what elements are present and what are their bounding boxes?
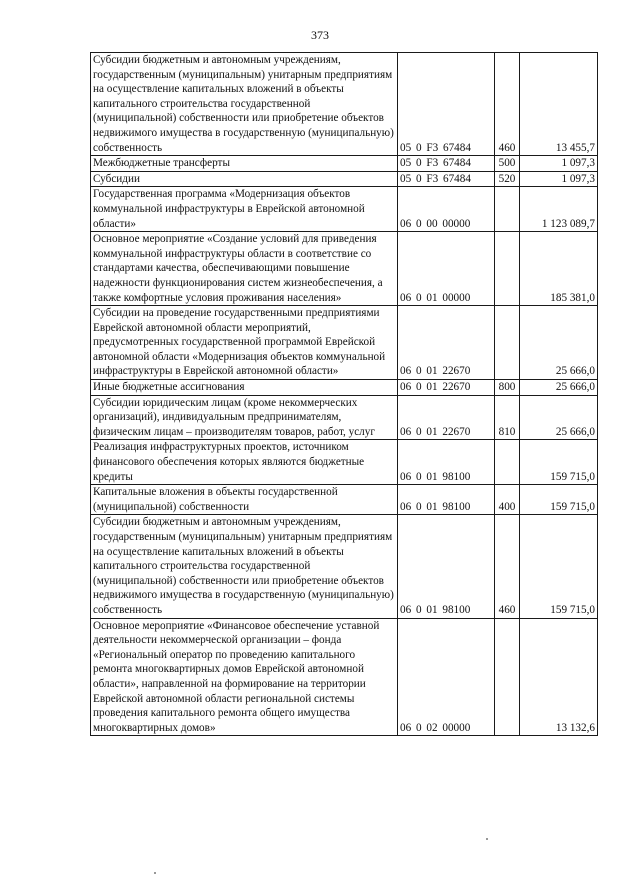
table-row	[91, 232, 598, 306]
row-expense-type	[495, 306, 520, 380]
row-expense-type	[495, 618, 520, 736]
row-amount: 1 123 089,7	[520, 187, 598, 232]
row-amount: 13 455,7	[520, 53, 598, 156]
row-code: 06 0 01 22670	[398, 306, 495, 380]
row-name: Основное мероприятие «Финансовое обеспечение уставной деятельности некоммерческой организации – фонда «Региональный оператор по проведению капитального ремонта многоквартирных домов Еврейской автономной области», направленной на формирование на территории Еврейской автономной области региональной системы проведения капитального ремонта общего имущества многоквартирных домов»	[91, 618, 398, 736]
table-row	[91, 171, 598, 187]
row-code: 05 0 F3 67484	[398, 53, 495, 156]
row-code: 06 0 01 22670	[398, 395, 495, 440]
row-amount: 25 666,0	[520, 306, 598, 380]
table-row	[91, 380, 598, 396]
row-amount: 25 666,0	[520, 395, 598, 440]
table-row	[91, 440, 598, 485]
row-name: Межбюджетные трансферты	[91, 156, 398, 172]
budget-table	[90, 52, 598, 736]
row-amount: 1 097,3	[520, 171, 598, 187]
row-name: Субсидии	[91, 171, 398, 187]
table-row	[91, 156, 598, 172]
row-amount: 159 715,0	[520, 515, 598, 618]
row-name: Основное мероприятие «Создание условий для приведения коммунальной инфраструктуры области в соответствие со стандартами качества, обеспечивающими повышение надежности функционирования систем жизнеобеспечения, а также комфортные условия проживания населения»	[91, 232, 398, 306]
row-expense-type: 800	[495, 380, 520, 396]
row-expense-type: 400	[495, 485, 520, 515]
table-row	[91, 187, 598, 232]
table-row	[91, 395, 598, 440]
row-code: 06 0 01 22670	[398, 380, 495, 396]
row-amount: 159 715,0	[520, 440, 598, 485]
row-amount: 25 666,0	[520, 380, 598, 396]
table-row	[91, 618, 598, 736]
row-code: 05 0 F3 67484	[398, 156, 495, 172]
row-code: 06 0 01 98100	[398, 515, 495, 618]
row-expense-type: 460	[495, 53, 520, 156]
row-amount: 13 132,6	[520, 618, 598, 736]
table-row	[91, 515, 598, 618]
row-name: Субсидии на проведение государственными предприятиями Еврейской автономной области мероприятий, предусмотренных государственной программой Еврейской автономной области «Модернизация объектов коммунальной инфраструктуры в Еврейской автономной области»	[91, 306, 398, 380]
row-expense-type	[495, 232, 520, 306]
scan-speck	[154, 872, 156, 874]
table-row	[91, 53, 598, 156]
row-expense-type: 520	[495, 171, 520, 187]
row-code: 06 0 01 98100	[398, 485, 495, 515]
budget-table-body	[91, 53, 598, 736]
row-expense-type: 500	[495, 156, 520, 172]
row-name: Субсидии юридическим лицам (кроме некоммерческих организаций), индивидуальным предпринимателям, физическим лицам – производителям товаров, работ, услуг	[91, 395, 398, 440]
scan-speck	[486, 838, 488, 840]
row-amount: 185 381,0	[520, 232, 598, 306]
row-expense-type: 460	[495, 515, 520, 618]
row-name: Реализация инфраструктурных проектов, источником финансового обеспечения которых являются бюджетные кредиты	[91, 440, 398, 485]
row-amount: 1 097,3	[520, 156, 598, 172]
row-amount: 159 715,0	[520, 485, 598, 515]
row-name: Иные бюджетные ассигнования	[91, 380, 398, 396]
row-code: 06 0 01 00000	[398, 232, 495, 306]
row-code: 05 0 F3 67484	[398, 171, 495, 187]
page-number: 373	[311, 28, 329, 42]
row-name: Субсидии бюджетным и автономным учреждениям, государственным (муниципальным) унитарным предприятиям на осуществление капитальных вложений в объекты капитального строительства государственной (муниципальной) собственности или приобретение объектов недвижимого имущества в государственную (муниципальную) собственность	[91, 515, 398, 618]
table-row	[91, 485, 598, 515]
row-name: Государственная программа «Модернизация объектов коммунальной инфраструктуры в Еврейской автономной области»	[91, 187, 398, 232]
row-code: 06 0 02 00000	[398, 618, 495, 736]
row-expense-type	[495, 440, 520, 485]
row-expense-type	[495, 187, 520, 232]
row-expense-type: 810	[495, 395, 520, 440]
row-code: 06 0 00 00000	[398, 187, 495, 232]
row-name: Субсидии бюджетным и автономным учреждениям, государственным (муниципальным) унитарным предприятиям на осуществление капитальных вложений в объекты капитального строительства государственной (муниципальной) собственности или приобретение объектов недвижимого имущества в государственную (муниципальную) собственность	[91, 53, 398, 156]
table-row	[91, 306, 598, 380]
row-code: 06 0 01 98100	[398, 440, 495, 485]
row-name: Капитальные вложения в объекты государственной (муниципальной) собственности	[91, 485, 398, 515]
